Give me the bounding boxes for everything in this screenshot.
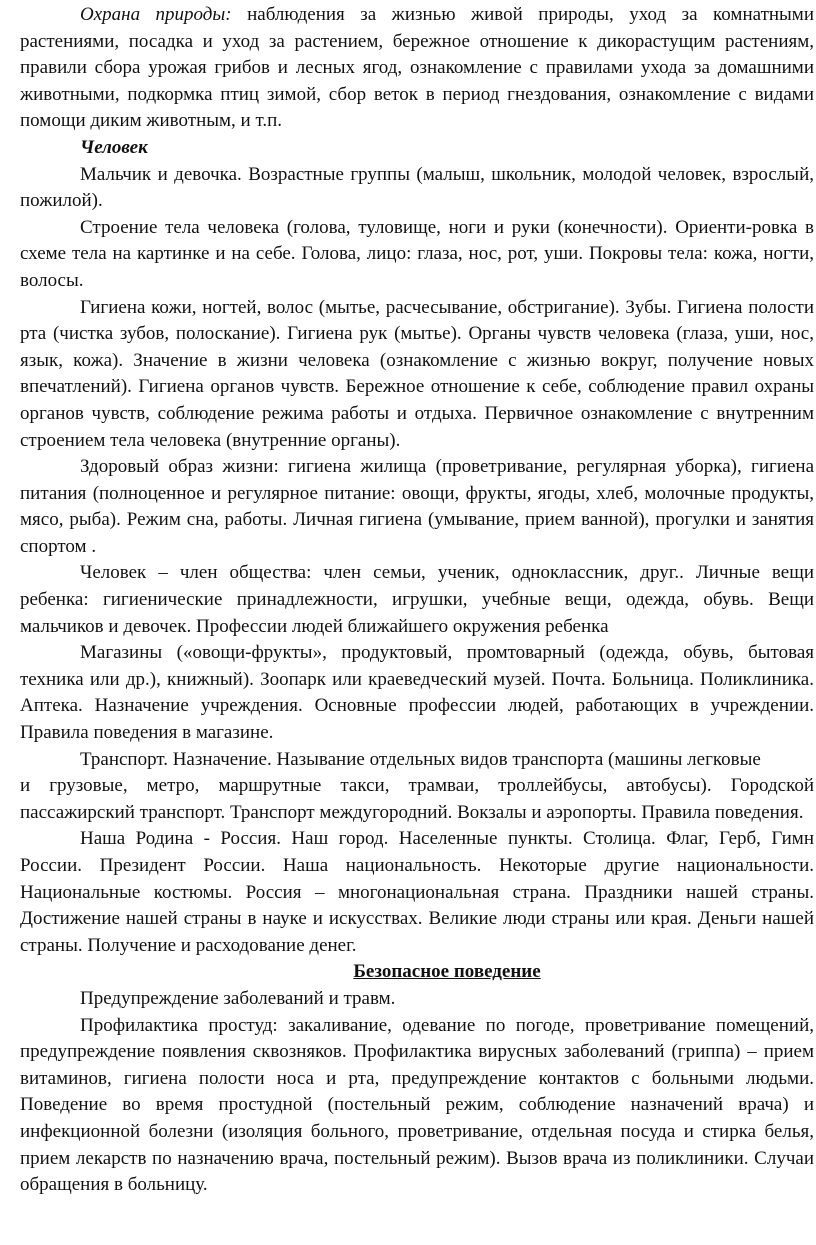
human-age-groups-paragraph: Мальчик и девочка. Возрастные группы (малыш, школьник, молодой человек, взрослый, пожилой). [20,163,814,212]
transport-paragraph-rest: и грузовые, метро, маршрутные такси, трамваи, троллейбусы, автобусы). Городской пассажирский транспорт. Транспорт междугородний. Вокзалы и аэропорты. Правила поведения. [20,775,814,823]
illness-prevention-paragraph: Предупреждение заболеваний и травм. [80,987,396,1009]
nature-protection-lead: Охрана природы: [80,4,232,25]
human-hygiene-paragraph: Гигиена кожи, ногтей, волос (мытье, расчесывание, обстригание). Зубы. Гигиена полости рта (чистка зубов, полоскание). Гигиена рук (мытье). Органы чувств человека (глаза, уши, нос, язык, кожа). Значение в жизни человека (ознакомление с жизнью вокруг, получение новых впечатлений). Гигиена органов чувств. Бережное отношение к себе, соблюдение правил охраны органов чувств, соблюдение режима работы и отдыха. Первичное ознакомление с внутренним строением тела человека (внутренние органы). [20,296,814,451]
nature-protection-paragraph [20,2,814,135]
cold-prevention-paragraph: Профилактика простуд: закаливание, одевание по погоде, проветривание помещений, предупреждение появления сквозняков. Профилактика вирусных заболеваний (гриппа) – прием витаминов, гигиена полости носа и рта, предупреждение контактов с больными людьми. Поведение во время простудной (постельный режим, соблюдение назначений врача) и инфекционной болезни (изоляция больного, проветривание, отдельная посуда и стирка белья, прием лекарств по назначению врача, постельный режим). Вызов врача из поликлиники. Случаи обращения в больницу. [20,1014,814,1196]
nature-protection-text: наблюдения за жизнью живой природы, уход за комнатными растениями, посадка и уход за растением, бережное отношение к дикорастущим растениям, правили сбора урожая грибов и лесных ягод, ознакомление с правилами ухода за домашними животными, подкормка птиц зимой, сбор веток в период гнездования, ознакомление с видами помощи диким животным, и т.п. [20,4,814,132]
document-page [20,2,814,1199]
human-body-structure-paragraph: Строение тела человека (голова, туловище, ноги и руки (конечности). Ориенти-ровка в схеме тела на картинке и на себе. Голова, лицо: глаза, нос, рот, уши. Покровы тела: кожа, ногти, волосы. [20,216,814,291]
homeland-paragraph: Наша Родина - Россия. Наш город. Населенные пункты. Столица. Флаг, Герб, Гимн России. Президент России. Наша национальность. Некоторые другие национальности. Национальные костюмы. Россия – многонациональная страна. Праздники нашей страны. Достижение нашей страны в науке и искусствах. Великие люди страны или края. Деньги нашей страны. Получение и расходование денег. [20,828,814,956]
shops-paragraph: Магазины («овощи-фрукты», продуктовый, промтоварный (одежда, обувь, бытовая техника или др.), книжный). Зоопарк или краеведческий музей. Почта. Больница. Поликлиника. Аптека. Назначение учреждения. Основные профессии людей, работающих в учреждении. Правила поведения в магазине. [20,642,814,744]
transport-paragraph-first-line: Транспорт. Назначение. Называние отдельных видов транспорта (машины легковые [80,748,761,770]
human-section-heading: Человек [80,136,148,158]
safe-behavior-heading: Безопасное поведение [353,961,541,983]
human-society-paragraph: Человек – член общества: член семьи, ученик, одноклассник, друг.. Личные вещи ребенка: гигиенические принадлежности, игрушки, учебные вещи, одежда, обувь. Вещи мальчиков и девочек. Профессии людей ближайшего окружения ребенка [20,562,814,637]
healthy-lifestyle-paragraph: Здоровый образ жизни: гигиена жилища (проветривание, регулярная уборка), гигиена питания (полноценное и регулярное питание: овощи, фрукты, ягоды, хлеб, молочные продукты, мясо, рыба). Режим сна, работы. Личная гигиена (умывание, прием ванной), прогулки и занятия спортом . [20,456,814,557]
